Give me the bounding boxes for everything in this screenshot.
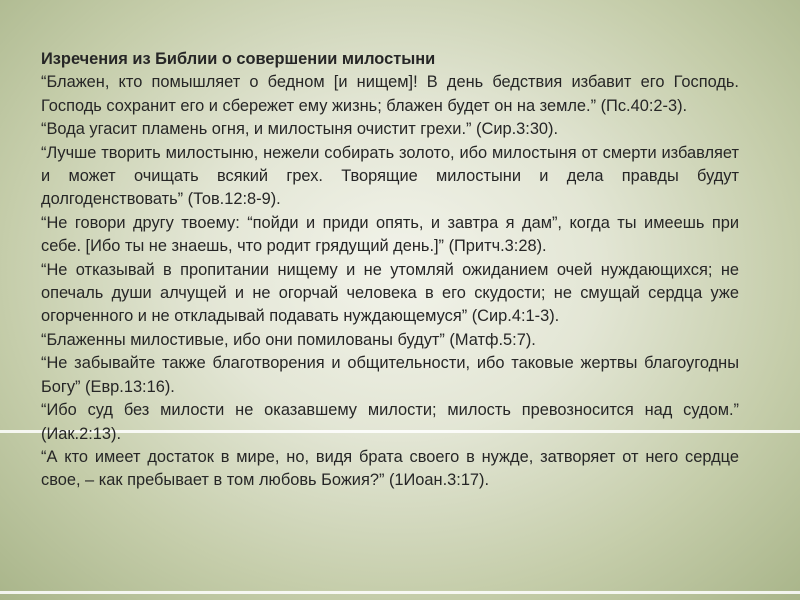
quote-paragraph: “Лучше творить милостыню, нежели собирать золото, ибо милостыня от смерти избавляет и может очищать всякий грех. Творящие милостыни и дела правды будут долгоденствовать” (Тов.12:8-9). bbox=[41, 143, 739, 209]
quote-paragraph: “Не говори другу твоему: “пойди и приди опять, и завтра я дам”, когда ты имеешь при себе. [Ибо ты не знаешь, что родит грядущий день.]” (Притч.3:28). bbox=[41, 213, 739, 256]
slide-title: Изречения из Библии о совершении милостыни bbox=[41, 50, 436, 68]
quote-paragraph: “Не отказывай в пропитании нищему и не утомляй ожиданием очей нуждающихся; не опечаль души алчущей и не огорчай человека в его скудости; не смущай сердца уже огорченного и не откладывай подавать нуждающемуся” (Сир.4:1-3). bbox=[41, 260, 739, 326]
quote-paragraph: “Блажен, кто помышляет о бедном [и нищем]! В день бедствия избавит его Господь. Господь сохранит его и сбережет ему жизнь; блажен будет он на земле.” (Пс.40:2-3). bbox=[41, 73, 739, 115]
quote-paragraph: “А кто имеет достаток в мире, но, видя брата своего в нужде, затворяет от него сердце свое, – как пребывает в том любовь Божия?” (1Иоан.3:17). bbox=[41, 447, 739, 490]
quote-paragraph: “Ибо суд без милости не оказавшему милости; милость превозносится над судом.” (Иак.2:13). bbox=[41, 401, 739, 443]
quote-paragraph: “Не забывайте также благотворения и общительности, ибо таковые жертвы благоугодны Богу” (Евр.13:16). bbox=[41, 354, 739, 396]
quote-paragraph: “Вода угасит пламень огня, и милостыня очистит грехи.” (Сир.3:30). bbox=[41, 120, 559, 139]
slide-content bbox=[41, 48, 739, 493]
decorative-stripe bbox=[0, 591, 800, 594]
quote-paragraph: “Блаженны милостивые, ибо они помилованы будут” (Матф.5:7). bbox=[41, 330, 536, 349]
